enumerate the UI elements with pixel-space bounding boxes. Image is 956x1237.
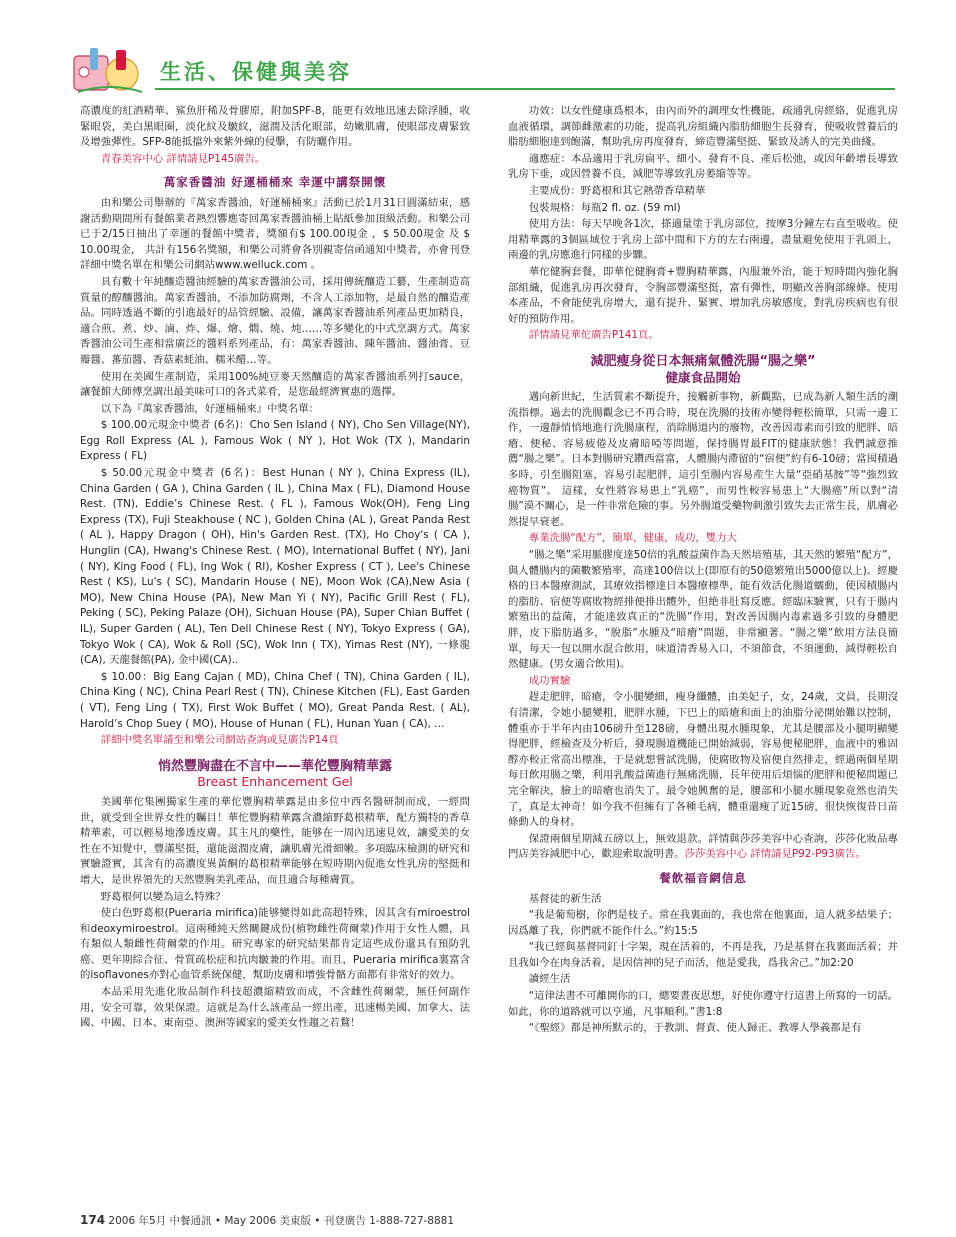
guarantee-text: 保證兩個星期減五磅以上，無效退款。詳情與莎莎美容中心查詢，莎莎化妝品專門店美容減肥中心，歡迎索取說明書。 [508,832,898,861]
left-column [80,104,470,1033]
article-subhead-formula: 專業洗腸“配方”，簡單，健康，成功，雙力大 [528,532,737,545]
article-paragraph: 美國華佗集團獨家生產的華佗豐胸精華露是由多位中西名醫研制而成，一經問世，就受到全世界女性的矚目！華佗豐胸精華露含濃縮野葛根精華，配方獨特的香草精華素，可以輕易地滲透皮膚。其主凡的藥性，能够在一周內迅速見效，讓愛美的女性在不知覺中，豐滿堅挺，還能滋潤皮膚，讓肌膚光滑細嫩。多項臨床檢測的研究和實驗證實，其含有的高濃度異黃酮的葛根精華能够在短時期內促進女性乳房的堅挺和增大，是世界領先的天然豐胸美乳產品，而且適合每種膚質。 [80,795,470,886]
product-package: 包裝規格：每瓶2 fl. oz. (59 ml) [528,201,681,214]
article-title-gospel: 餐飲福音網信息 [659,870,747,885]
article-subhead-success: 成功實驗 [528,674,571,687]
article-paragraph: “腸之樂”采用脈膠度達50倍的乳酸益菌作為天然培殖基，其天然的繁殖“配方”，與人體腸内的菌數繁殖率，高達100倍以上(即原有的50億繁殖出5000億以上)。經慶格的日本醫療測試，其療效指標達日本醫療標準，能有效活化腸道蠕動，使因積腸内的脂肪、宿便等腐敗物經排便排出體外，但絶非肚寫反應。經臨床驗實，只有于腸内繁殖出的益菌，才能達致真正的“洗腸”作用，對改善因腸内毒素過多引致的身體肥胖，皮下脂肪過多，“脫脂”水腫及“暗瘡”問題，非常顯著。“腸之樂”飲用方法良簡單，每天一包以開水混合飲用，味道清香易入口，不須節食，不須運動，減得輕松自然健康。(男女適合飲用)。 [508,549,898,671]
huatuo-ad-link[interactable]: 詳情請見華佗廣告P141頁。 [528,329,659,342]
article-subtitle-health-food: 健康食品開始 [665,369,741,385]
product-ingredients: 主要成份：野葛根和其它熱帶香草精華 [528,184,706,197]
winners-100: $ 100.00元現金中獎者 (6名)：Cho Sen Island ( NY), Cho Sen Village(NY), Egg Roll Express (AL ), Famous Wok ( NY ), Hot Wok (TX ), Mandarin Express ( FL) [80,419,470,463]
article-paragraph: 由和樂公司舉辦的『萬家香醬油，好運桶桶來』活動已於1月31日圓滿結束，感謝活動期間所有餐館業者熱烈響應寄回萬家香醬油桶上貼紙參加頂級活動。和樂公司已于2/15日抽出了幸運的餐館中獎者，獎額有$ 100.00現金 ，$ 50.00現金 及 $ 10.00現金， 共計有156名獎額，和樂公司將會各別親寄信函通知中獎者，亦會刊登詳細中獎名單在和樂公司網站www.welluck.com 。 [80,196,470,272]
article-paragraph: 使白色野葛根(Pueraria mirifica)能够變得如此高超特殊，因其含有miroestrol和deoxymiroestrol。這兩種純天然關鍵成份(植物雌性荷爾蒙)作用于女性人體，具有類似人類雌性荷爾蒙的作用。研究專家的研究結果都肯定這些成份還具有預防乳癌、更年期綜合征、骨質疏松症和抗肉皺兼的作用。而且，Pueraria mirifica裏富含的isoflavones亦對心血管系統保健，幫助皮膚和增強骨骼方面都有非常好的效力。 [80,907,470,982]
article-question: 野葛根何以變為這么特殊？ [100,890,226,903]
gospel-subhead: 基督徒的新生活 [528,892,602,905]
product-indications: 適應症：本品適用于乳房扁平、細小、發育不良、產后松弛，或因年齡增長導致乳房下垂，或因營養不良，減肥等導致乳房萎縮等等。 [508,152,898,181]
product-usage: 使用方法：每天早晚各1次，搽適量塗于乳房部位，按摩3分鐘左右直至吸收。使用精華露的3個區域位于乳房上部中間和下方的左右兩邊，盡量避免使用于乳頭上，兩邊的乳房應進行同樣的步驟。 [508,218,898,262]
article-paragraph: 具有數十年純釀造醬油經驗的萬家香醬油公司，採用傳統釀造工藝，生產制造高質量的醇釀醬油。萬家香醬油，不添加防腐劑，不含人工添加物，是最自然的釀造產品。同時透過不斷的引進最好的品管經驗、設備，讓萬家香醬油系列產品更加精良，適合煎、煮、炒、滷、炸、爆、燴、燜、燒、炖……等多變化的中式烹調方式。萬家香醬油公司生產相當廣泛的醬料系列產品，有：萬家香醬油、陳年醬油、醬油膏、豆瓣醬、蕃茄醬、香菇素蚝油、糯米醋…等。 [80,275,470,366]
header-divider [155,88,895,90]
intro-paragraph: 高濃度的紅酒精華、鯊魚肝稀及骨膠原，附加SPF-8，能更有效地迅速去除浮腫，收緊眼袋，美白黑眼圈，淡化紋及皺紋，滋潤及活化眼部，幼嫩肌膚，使眼部皮膚緊致及增強彈性。SFP-8能抵擋外來紫外線的侵擊，有防曬作用。 [80,105,470,149]
article-paragraph: 趕走肥胖，暗瘡，令小腿變細，瘦身纖體，由美妃子，女，24歲，文員，長期沒有清潔，令她小腿變粗，肥胖水腫，下巴上的暗瘡和面上的油脂分泌開始難以控制，體重亦于半年内由106磅升至128磅，身體出現水腫現象，尤其是腰部及小腿明顯變得肥胖，經檢查及分析后，發現腸道機能已開始減弱，容易便秘肥胖，血液中的雅固醇亦較正常高出標准，于是就想嘗試洗腸，使腐敗物及宿便自然排走，經過兩個星期每日飲用腸之樂，利用乳酸益菌進行無痛洗腸，長年使用后煩惱的肥胖和便秘問題已完全解決，臉上的暗瘡也消失了。最令她興奮的是，腰部和小腿水腫現象竟然也消失了，真是太神奇！如今我不但擁有了各種毛病，體重還瘦了近15磅，很快恢復昔日苗條動人的身材。 [508,691,898,829]
winners-10: $ 10.00：Big Eang Cajan ( MD), China Chef ( TN), China Garden ( IL), China King ( NC), China Pearl Rest ( TN), Chinese Kitchen (FL), East Garden ( VT), Feng Ling ( TX), First Wok Buffet ( MO), Great Panda Rest. ( AL), Harold’s Chop Suey ( MO), House of Hunan ( FL), Hunan Yuan ( CA), … [80,670,470,730]
product-set: 華佗健胸套餐，即華佗健胸膏+豐胸精華露，內服兼外治，能于短時間內強化胸部組織，促進乳房再次發育，令胸部豐滿堅挺，富有彈性，明顯改善胸部線條。使用本產品，不會能使乳房增大，還有提升、緊實、增加乳房敏感度，對乳房疾病也有很好的預防作用。 [508,265,898,325]
footer-text: 2006 年5月 中餐通訊 • May 2006 美東版 • 刊登廣告 1-888-727-8881 [108,1215,455,1227]
intro-link[interactable]: 青春美容中心 詳情請見P145廣告。 [100,152,266,165]
beauty-logo-icon [70,44,150,96]
scripture-quote: “這律法書不可離開你的口，總要晝夜思想，好使你遵守行這書上所寫的一切話。如此，你的道路就可以亨通，凡事順利。”書1:8 [508,990,898,1018]
article-paragraph [508,832,898,863]
article-paragraph: 邁向新世紀，生活質素不斷提升，接觸新事物，新觀點，已成為新人類生活的潮流指標。過去的洗腸觀念已不再合時，現在洗腸的技術亦變得輕松簡單，只需一邊工作，一邊靜悄悄地進行洗腸康程，消除腸道内的廢物，改善因毒素而引致的肥胖、暗瘡、便秘、容易疲倦及皮膚暗啞等問題，保持腸胃最FIT的健康狀態！我們誠意推薦“腸之樂”。日本對腸研究鑽西當富，人體腸内滯留的“宿便”約有6-10磅；當囤積過多時，引至腸阻塞，容易引起肥胖，這引至腸内容易産生大量“亞硝基胺”等“強烈致癌物質”。 這樣，女性將容易患上“乳癌”，而男性較容易患上“大腸癌”所以對“清腸”漠不關心，是一件非常危險的事。另外腸道受藥物刺激引致失去正常生長，肌膚必然提早衰老。 [508,391,898,528]
article-paragraph: 本品采用先進化妝品制作科技超濃縮精致而成，不含雌性荷爾蒙，無任何副作用，安全可靠，效果保證。這就是為什么該產品一經出產，迅速暢美國、加拿大、法國、中國、日本、東南亞、澳洲等國家的愛美女性趨之若鶩！ [80,986,470,1030]
winners-link[interactable]: 詳細中獎名單請至和樂公司網站查詢或見廣告P14頁 [100,734,339,747]
right-column [508,104,898,1038]
gospel-subhead: 讀經生活 [528,973,571,986]
article-title-soy-sauce: 萬家香醬油 好運桶桶來 幸運中講祭開懷 [163,175,387,190]
scripture-quote: “我是葡萄樹，你們是枝子。常在我裏面的，我也常在他裏面，這人就多結果子；因爲離了我，你們就不能作什么。”約15:5 [508,909,898,937]
page-number: 174 [80,1213,106,1227]
page-header [60,40,900,100]
sasa-ad-link[interactable]: 莎莎美容中心 詳情請見P92-P93廣告。 [684,848,866,861]
page-footer [80,1213,454,1228]
article-paragraph: 使用在美國生產制造，采用100%純豆麥天然釀造的萬家香醬油系列打sauce，讓餐館大師傅烹調出最美味可口的各式菜肴，是您最經濟實惠的選擇。 [80,370,470,399]
article-subtitle-english: Breast Enhancement Gel [197,774,353,790]
article-paragraph: 以下為『萬家香醬油，好運桶桶來』中獎名單： [100,402,319,415]
section-title: 生活、保健與美容 [160,60,352,84]
winners-50: $ 50.00元現金中獎者 (6名)：Best Hunan ( NY ), China Express (IL), China Garden ( GA ), China Garden ( IL ), China Max ( FL), Diamond House Rest. (TN), Eddie’s Chinese Rest. ( FL ), Famous Wok(OH), Feng Ling Express (TX), Fuji Steakhouse ( NC ), Golden China (AL ), Great Panda Rest ( AL ), Happy Dragon ( OH), Hin's Garden Rest. (TX), Ho Choy's ( CA ), Hunglin (CA), Hwang's Chinese Rest. ( MO), International Buffet ( NY), Jani ( NY), King Food ( FL), Ing Wok ( RI), Kosher Express ( CT ), Lee's Chinese Rest ( KS), Lu's ( SC), Mandarin House ( NE), Moon Wok (CA),New Asia ( MO), New China House (PA), New Man Yi ( NY), Pacific Grill Rest ( FL), Peking ( SC), Peking Palaze (OH), Sichuan House (PA), Super Chian Buffet ( IL), Super Garden ( AL), Ten Dell Chinese Rest ( NY), Tokyo Express ( GA), Tokyo Wok ( CA), Wok & Roll (SC), Wok Inn ( TX), Yimas Rest (NY), 一條龍(CA), 天龍餐館(PA), 金中國(CA).. [80,467,470,667]
article-title-breast-gel: 悄然豐胸盡在不言中——華佗豐胸精華露 [157,758,392,774]
article-title-colon: 減肥瘦身從日本無痛氣體洗腸“腸之樂” [590,353,816,369]
scripture-quote: “我已經與基督同釘十字架，現在活着的，不再是我，乃是基督在我裏面活着；并且我如今在肉身活着，是因信神的兒子而活，他是愛我，爲我舍己。”加2:20 [508,941,898,969]
product-efficacy: 功效：以女性健康爲根本，由內而外的調理女性機能，疏通乳房經絡，促進乳房血液循環，調節雌激素的功能，提高乳房組織內脂肪細胞生長發育，使吸收營養后的脂肪細胞達到飽滿，幫助乳房再度發育，締造豐滿堅挺、緊致及誘人的完美曲綫。 [508,105,898,149]
scripture-quote: “《聖經》都是神所默示的，于教訓、督責、使人歸正、教導人學義都是有 [528,1022,862,1035]
